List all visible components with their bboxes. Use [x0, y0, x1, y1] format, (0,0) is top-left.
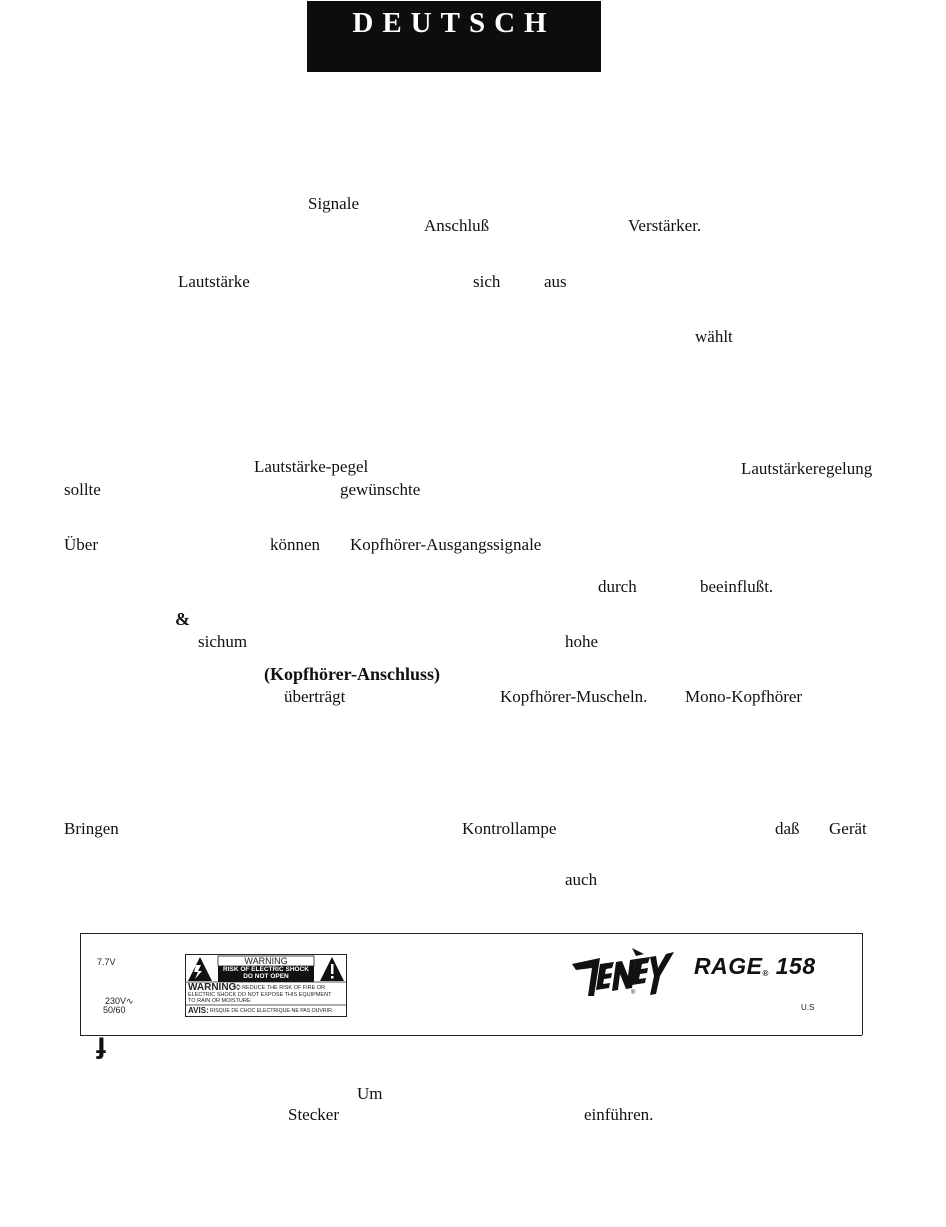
voltage-label-top: 7.7V [97, 957, 116, 967]
word: durch [598, 577, 637, 596]
peavey-logo-icon [570, 946, 680, 998]
word: Verstärker. [628, 216, 702, 235]
word: Anschluß [424, 216, 490, 235]
language-title: DEUTSCH [352, 7, 556, 39]
panel-edge-line [80, 1035, 862, 1036]
warning-text-line1: TO REDUCE THE RISK OF FIRE OR [233, 985, 326, 991]
warning-banner-line1: RISK OF ELECTRIC SHOCK [223, 966, 309, 973]
voltage-label: 230V∿ [105, 996, 134, 1006]
cable-hook-shape: ɟ [96, 1027, 106, 1060]
word: beeinflußt. [700, 577, 774, 596]
warning-text-line3: TO RAIN OR MOISTURE. [188, 998, 253, 1004]
word: sichum [198, 632, 248, 651]
word: Bringen [64, 819, 119, 838]
word: Gerät [829, 819, 867, 838]
warning-label-word: WARNING: [188, 982, 240, 993]
word: Lautstärke-pegel [254, 457, 369, 476]
model-name [694, 953, 816, 980]
word: Um [357, 1084, 383, 1103]
word: Kontrollampe [462, 819, 557, 838]
word: Lautstärke [178, 272, 250, 291]
word: Signale [308, 194, 359, 213]
word: Kopfhörer-Muscheln. [500, 687, 648, 706]
word: sich [473, 272, 501, 291]
word: auch [565, 870, 598, 889]
language-banner [307, 1, 601, 72]
origin-label: U.S [801, 1003, 815, 1012]
model-registered: ® [762, 969, 769, 978]
model-word: RAGE [694, 953, 763, 979]
warning-label [185, 954, 347, 1017]
word-ampersand: & [175, 609, 190, 629]
word: einführen. [584, 1105, 654, 1124]
word: Stecker [288, 1105, 339, 1124]
word: überträgt [284, 687, 346, 706]
word: hohe [565, 632, 599, 651]
warning-title: WARNING [244, 956, 288, 966]
word: Über [64, 535, 98, 554]
word: aus [544, 272, 567, 291]
registered-mark: ® [631, 990, 636, 996]
word: Mono-Kopfhörer [685, 687, 803, 706]
frequency-label: 50/60 [103, 1005, 126, 1015]
word: gewünschte [340, 480, 421, 499]
word: wählt [695, 327, 733, 346]
word: können [270, 535, 321, 554]
word: daß [775, 819, 800, 838]
section-heading: (Kopfhörer-Anschluss) [264, 664, 441, 684]
avis-label: AVIS: [188, 1006, 209, 1015]
word: Kopfhörer-Ausgangssignale [350, 535, 542, 554]
warning-banner-line2: DO NOT OPEN [243, 973, 289, 980]
peavey-logo [570, 946, 680, 998]
avis-text: RISQUE DE CHOC ELECTRIQUE-NE PAS OUVRIR. [210, 1008, 334, 1014]
word: sollte [64, 480, 101, 499]
model-number: 158 [775, 953, 816, 979]
warning-text-line2: ELECTRIC SHOCK DO NOT EXPOSE THIS EQUIPMENT [188, 992, 332, 998]
brand-logo-text [0, 0, 1, 1]
word: Lautstärkeregelung [741, 459, 873, 478]
